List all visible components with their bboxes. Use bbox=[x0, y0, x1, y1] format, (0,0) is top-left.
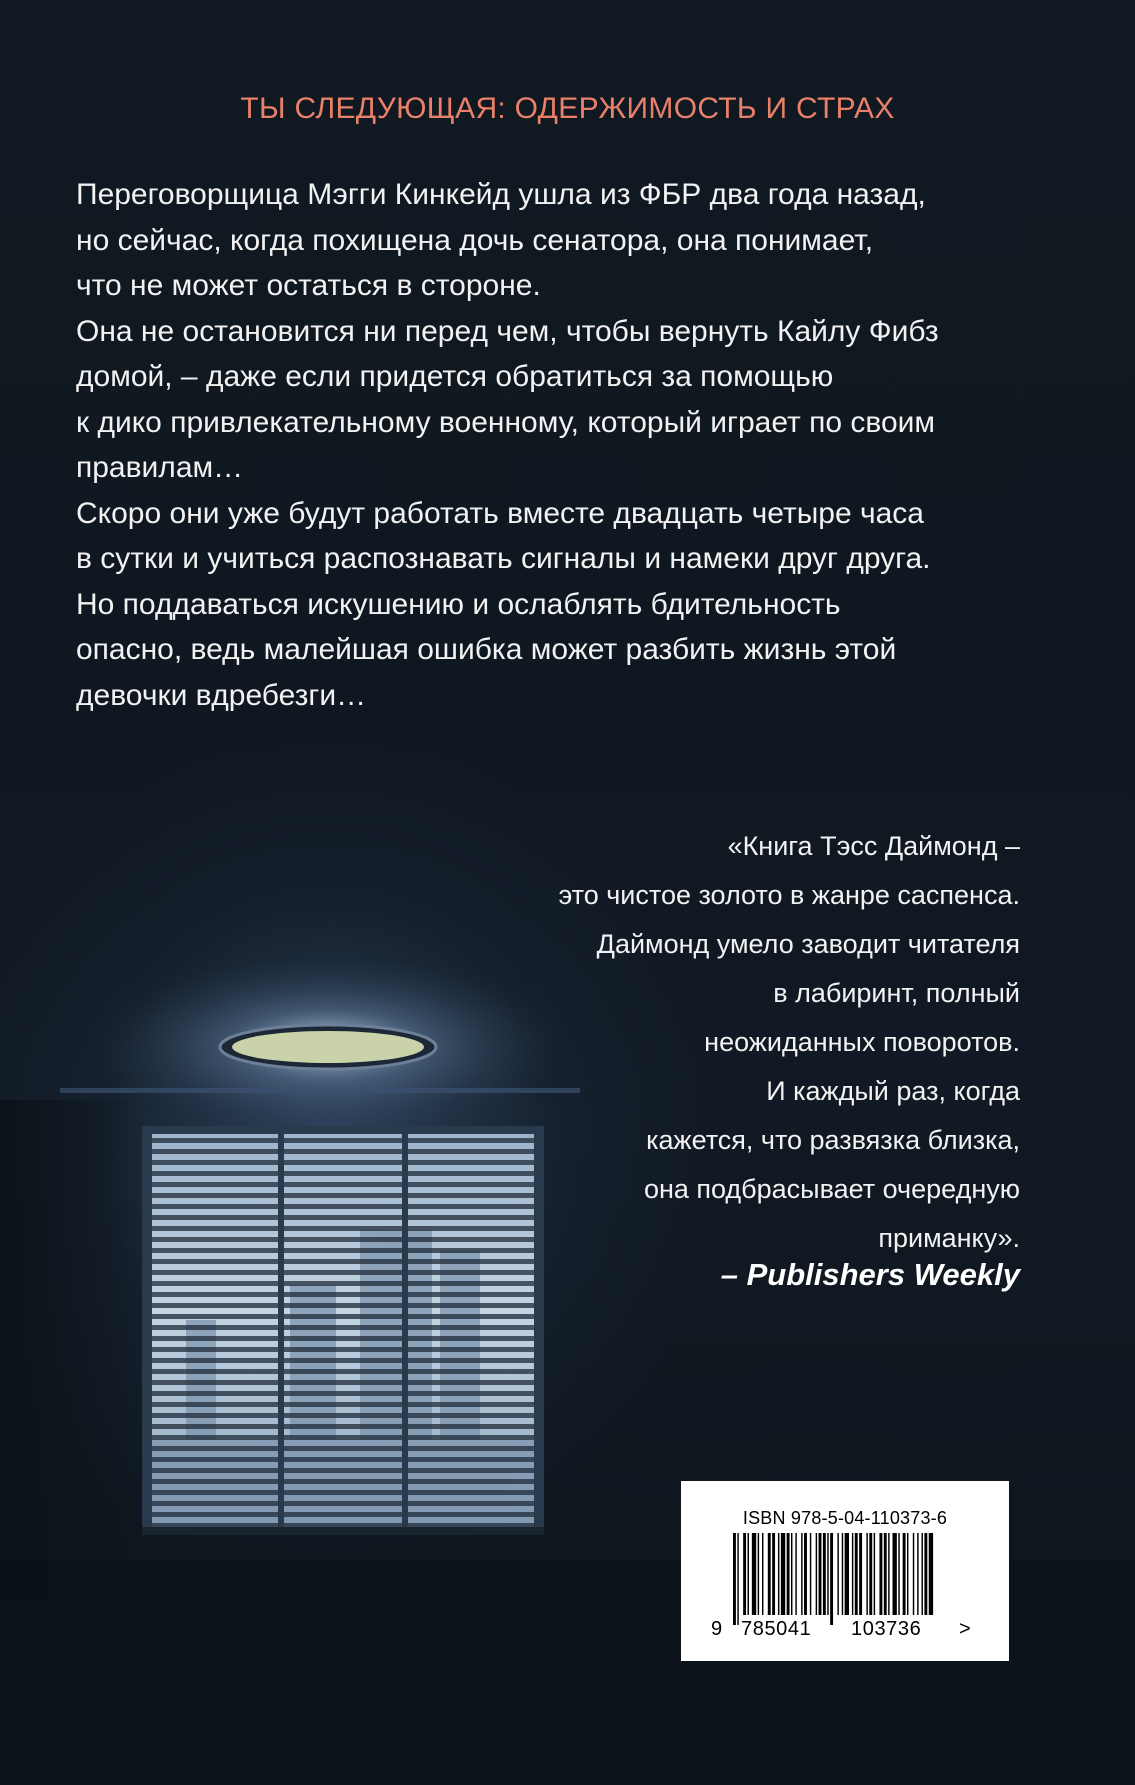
blurb-line: правилам… bbox=[76, 451, 244, 484]
blurb bbox=[76, 172, 1076, 718]
barcode-bar bbox=[827, 1533, 828, 1615]
barcode-bar bbox=[874, 1533, 875, 1615]
barcode-bar bbox=[866, 1533, 867, 1615]
quote-line: кажется, что развязка близка, bbox=[646, 1125, 1020, 1155]
blurb-line: Переговорщица Мэгги Кинкейд ушла из ФБР два года назад, bbox=[76, 178, 926, 211]
barcode-bar bbox=[810, 1533, 811, 1615]
blind-slat bbox=[150, 1490, 536, 1495]
barcode-bar bbox=[768, 1533, 771, 1615]
blind-slat bbox=[150, 1358, 536, 1363]
barcode-bar bbox=[888, 1533, 889, 1615]
blind-slat bbox=[150, 1446, 536, 1451]
blind-slat bbox=[150, 1391, 536, 1396]
blind-slat bbox=[150, 1435, 536, 1440]
barcode-bar bbox=[837, 1533, 838, 1615]
blind-slat bbox=[150, 1457, 536, 1462]
blind-slat bbox=[150, 1501, 536, 1506]
blind-slat bbox=[150, 1270, 536, 1275]
barcode-bar bbox=[845, 1533, 849, 1615]
quote-line: Даймонд умело заводит читателя bbox=[596, 929, 1020, 959]
barcode-digits bbox=[681, 1618, 1009, 1644]
blurb-line: домой, – даже если придется обратиться за помощью bbox=[76, 360, 834, 393]
blind-slat bbox=[150, 1479, 536, 1484]
quote-line: «Книга Тэсс Даймонд – bbox=[727, 831, 1020, 861]
barcode-bar bbox=[772, 1533, 775, 1615]
blurb-line: Она не остановится ни перед чем, чтобы вернуть Кайлу Фибз bbox=[76, 314, 939, 348]
barcode-bar bbox=[801, 1533, 802, 1615]
blurb-line: к дико привлекательному военному, который играет по своим bbox=[76, 405, 936, 439]
blind-slat bbox=[150, 1347, 536, 1352]
blind-slat bbox=[150, 1380, 536, 1385]
quote-line: И каждый раз, когда bbox=[766, 1076, 1020, 1106]
blurb-line: опасно, ведь малейшая ошибка может разбить жизнь этой bbox=[76, 633, 897, 666]
barcode-bar bbox=[748, 1533, 749, 1615]
blind-slat bbox=[150, 1468, 536, 1473]
barcode-bar bbox=[893, 1533, 897, 1615]
barcode-bar bbox=[795, 1533, 796, 1615]
barcode-bar bbox=[884, 1533, 887, 1615]
barcode-bar bbox=[852, 1533, 853, 1615]
blurb-line: девочки вдребезги… bbox=[76, 678, 367, 712]
blurb-line: в сутки и учиться распознавать сигналы и намеки друг друга. bbox=[76, 542, 931, 575]
blind-slat bbox=[150, 1325, 536, 1330]
quote-line: неожиданных поворотов. bbox=[704, 1027, 1020, 1057]
barcode-digit-first: 9 bbox=[711, 1618, 723, 1640]
isbn-label: ISBN 978-5-04-110373-6 bbox=[742, 1508, 948, 1528]
blind-slat bbox=[150, 1424, 536, 1429]
barcode-bar bbox=[781, 1533, 785, 1615]
barcode-bar bbox=[898, 1533, 899, 1615]
blind-slat bbox=[150, 1336, 536, 1341]
barcode-bar bbox=[743, 1533, 746, 1615]
blind-slat bbox=[150, 1402, 536, 1407]
barcode-quiet-mark: > bbox=[959, 1618, 972, 1640]
barcode-bar bbox=[869, 1533, 872, 1615]
quote-line: она подбрасывает очередную bbox=[643, 1174, 1020, 1204]
barcode-bar bbox=[778, 1533, 779, 1615]
blind-slat bbox=[150, 1292, 536, 1297]
blurb-line: но сейчас, когда похищена дочь сенатора, она понимает, bbox=[76, 223, 874, 257]
barcode-bar bbox=[859, 1533, 862, 1615]
quote-line: в лабиринт, полный bbox=[773, 978, 1020, 1008]
blind-slat bbox=[150, 1303, 536, 1308]
barcode-bar bbox=[823, 1533, 826, 1615]
headline: ТЫ СЛЕДУЮЩАЯ: ОДЕРЖИМОСТЬ И СТРАХ bbox=[240, 92, 895, 125]
quote-attribution: – Publishers Weekly bbox=[720, 1257, 1020, 1292]
barcode-bar bbox=[922, 1533, 923, 1615]
barcode-bar bbox=[913, 1533, 914, 1615]
blind-slat bbox=[150, 1512, 536, 1517]
isbn-barcode-box bbox=[681, 1481, 1009, 1661]
barcode-bar bbox=[804, 1533, 807, 1615]
barcode-bar bbox=[903, 1533, 906, 1615]
barcode-bar bbox=[924, 1533, 927, 1615]
barcode-bar bbox=[879, 1533, 882, 1615]
barcode-bar bbox=[842, 1533, 843, 1615]
barcode-bar bbox=[929, 1533, 933, 1615]
barcode-bar bbox=[830, 1533, 833, 1625]
quote-line: это чистое золото в жанре саспенса. bbox=[558, 880, 1020, 910]
barcode-bar bbox=[816, 1533, 817, 1615]
barcode-bar bbox=[752, 1533, 756, 1615]
blurb-line: Скоро они уже будут работать вместе двадцать четыре часа bbox=[76, 496, 924, 530]
blind-slat bbox=[150, 1369, 536, 1374]
barcode-bar bbox=[737, 1533, 738, 1625]
barcode-bar bbox=[787, 1533, 790, 1615]
blurb-line: Но поддаваться искушению и ослаблять бдительность bbox=[76, 587, 841, 621]
blind-slat bbox=[150, 1281, 536, 1286]
barcode-bar bbox=[758, 1533, 759, 1615]
blurb-line: что не может остаться в стороне. bbox=[76, 269, 541, 302]
blind-slat bbox=[150, 1314, 536, 1319]
barcode-bar bbox=[855, 1533, 858, 1615]
blind-slat bbox=[150, 1413, 536, 1418]
barcode-bar bbox=[791, 1533, 792, 1615]
barcode-bar bbox=[819, 1533, 822, 1615]
barcode-bar bbox=[733, 1533, 736, 1625]
review-quote bbox=[460, 822, 1020, 1263]
barcode-bar bbox=[917, 1533, 918, 1615]
barcode-bar bbox=[762, 1533, 763, 1615]
barcode-digits-right: 103736 bbox=[851, 1618, 922, 1640]
barcode-bar bbox=[907, 1533, 908, 1615]
barcode-digits-left: 785041 bbox=[741, 1618, 812, 1640]
quote-line: приманку». bbox=[878, 1223, 1020, 1253]
